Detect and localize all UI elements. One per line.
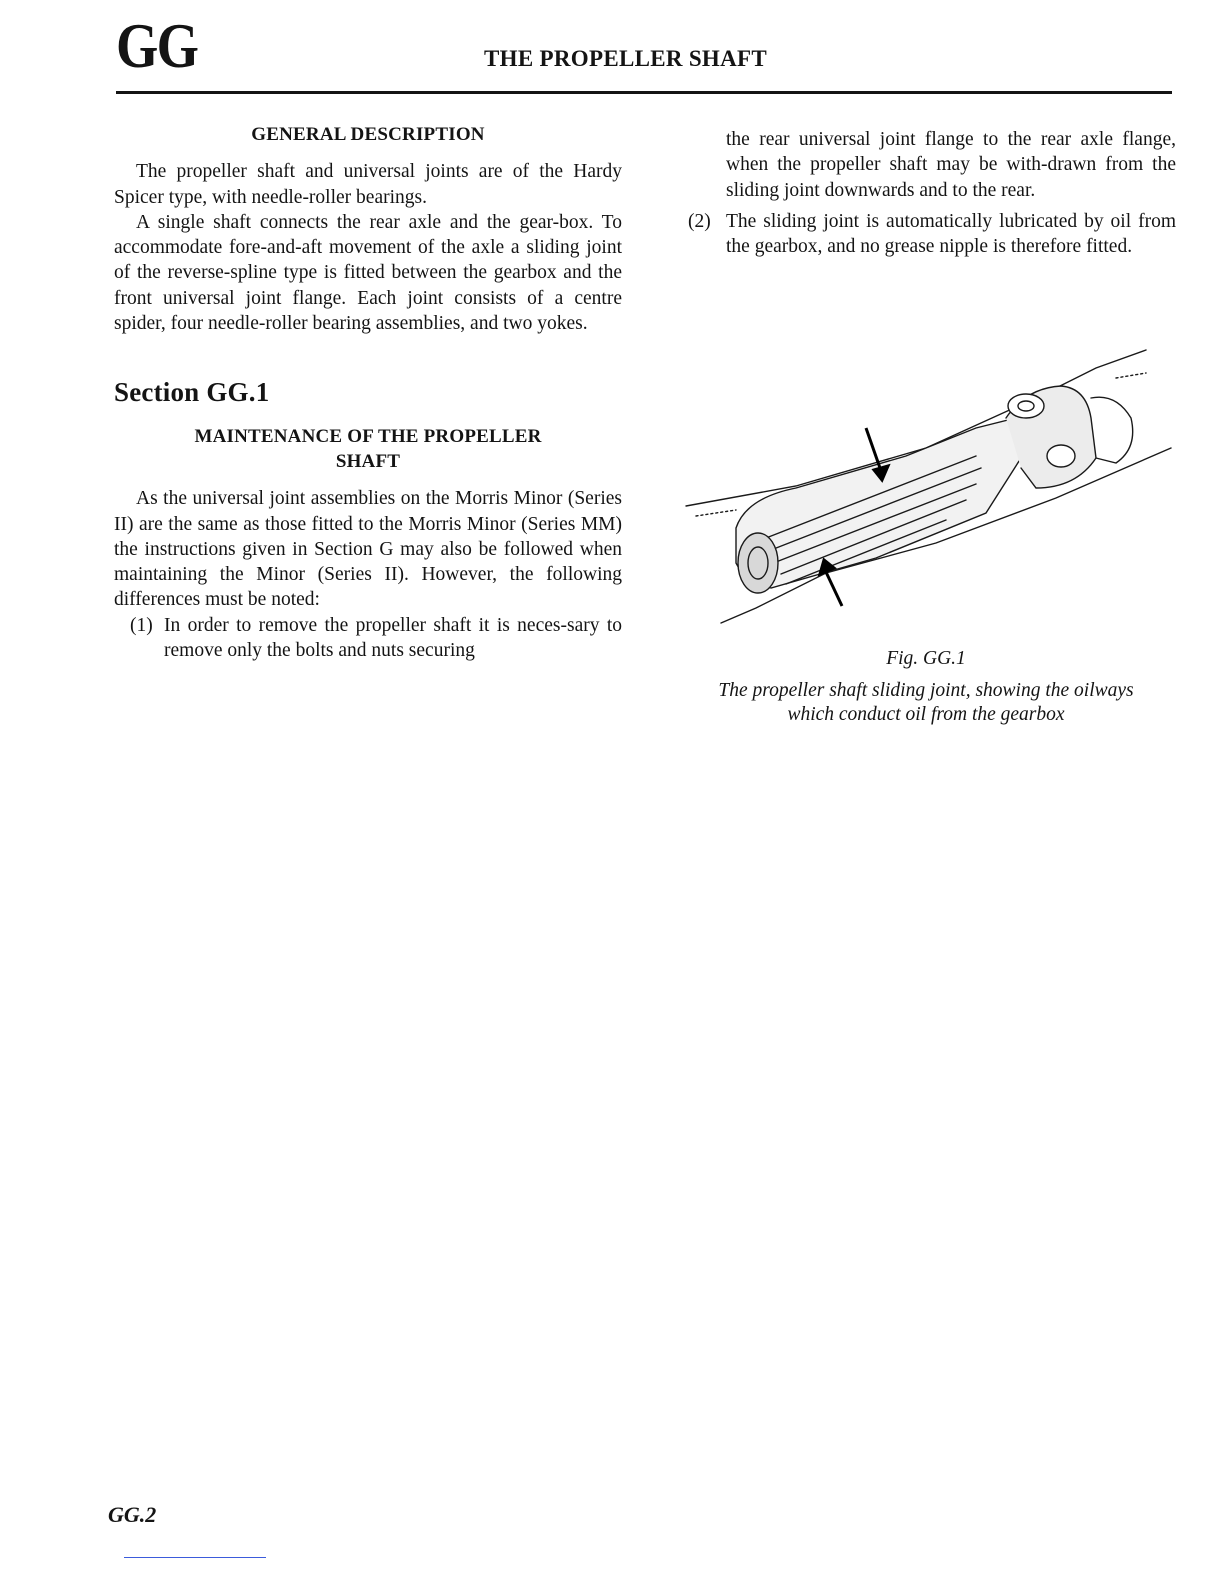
figure-caption-line-1: The propeller shaft sliding joint, showing the oilways: [718, 680, 1134, 701]
list-item-1-continuation: the rear universal joint flange to the rear axle flange, when the propeller shaft may be with-drawn from the sliding joint downwards and to the rear.: [726, 129, 1176, 201]
maintenance-heading: [114, 424, 622, 475]
general-paragraph-1: The propeller shaft and universal joints are of the Hardy Spicer type, with needle-roller bearings.: [114, 161, 622, 208]
list-item-2-text: The sliding joint is automatically lubricated by oil from the gearbox, and no grease nipple is therefore fitted.: [726, 210, 1176, 258]
propeller-shaft-illustration: [676, 338, 1176, 638]
figure-caption: [676, 679, 1176, 727]
list-item-1-number: (1): [130, 614, 153, 636]
general-paragraph-2: A single shaft connects the rear axle and the gear-box. To accommodate fore-and-aft movement of the axle a sliding joint of the reverse-spline type is fitted between the gearbox and the front universal joint flange. Each joint consists of a centre spider, four needle-roller bearing assemblies, and two yokes.: [114, 211, 622, 335]
figure-caption-line-2: which conduct oil from the gearbox: [787, 704, 1065, 725]
list-item-2: [688, 209, 1176, 260]
figure-label: Fig. GG.1: [886, 648, 966, 669]
general-description-heading: GENERAL DESCRIPTION: [251, 124, 485, 145]
maintenance-heading-line-1: MAINTENANCE OF THE PROPELLER: [194, 425, 542, 447]
left-column: [114, 122, 622, 663]
list-item-2-number: (2): [688, 210, 711, 232]
list-item-1-text: In order to remove the propeller shaft it is neces-sary to remove only the bolts and nuts securing: [164, 614, 622, 662]
page-number: GG.2: [108, 1502, 157, 1527]
maintenance-heading-line-2: SHAFT: [335, 450, 401, 472]
header-rule: [116, 91, 1172, 94]
maintenance-paragraph: As the universal joint assemblies on the Morris Minor (Series II) are the same as those fitted to the Morris Minor (Series MM) the instructions given in Section G may also be followed when maintaining the Minor (Series II). However, the following differences must be noted:: [114, 488, 622, 611]
chapter-title: THE PROPELLER SHAFT: [484, 46, 768, 71]
section-label: Section GG.1: [114, 377, 270, 408]
section-code: GG: [116, 10, 198, 81]
right-column: [688, 127, 1176, 259]
list-item-1: [114, 613, 622, 664]
footer-rule: [124, 1557, 266, 1558]
